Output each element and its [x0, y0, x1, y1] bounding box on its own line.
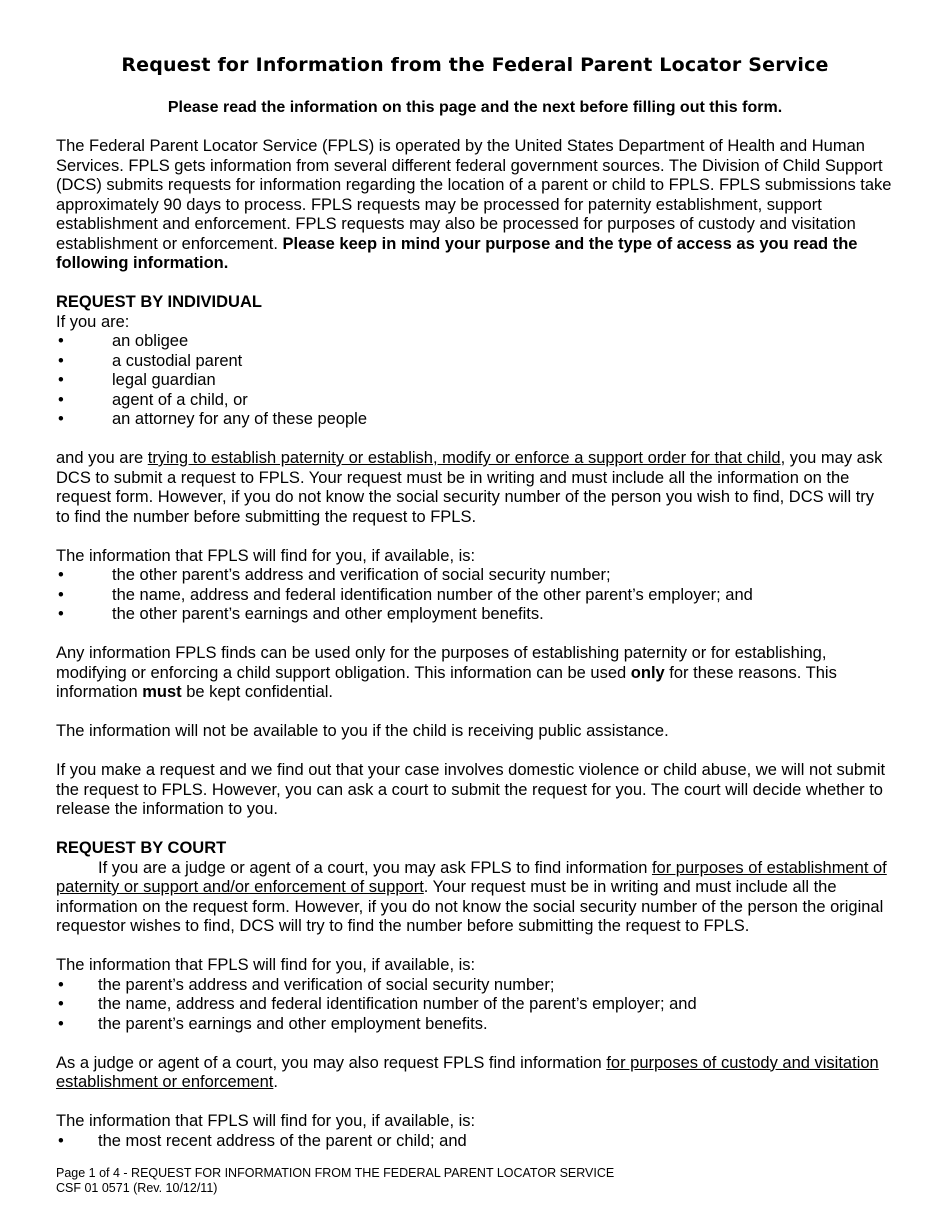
individual-info-lead: The information that FPLS will find for you, if available, is:	[56, 546, 476, 565]
public-assistance-paragraph: The information will not be available to you if the child is receiving public assistance.	[56, 722, 669, 740]
list-item: • the parent’s address and verification of social security number;	[56, 976, 892, 996]
list-item: • the name, address and federal identification number of the parent’s employer; and	[56, 995, 892, 1015]
individual-who-list	[56, 332, 892, 430]
list-item: • the most recent address of the parent or child; and	[56, 1132, 892, 1152]
court-heading: REQUEST BY COURT	[56, 839, 227, 857]
list-item: • legal guardian	[56, 371, 892, 391]
page-footer	[56, 1166, 614, 1196]
individual-purpose-paragraph: and you are trying to establish paternity or establish, modify or enforce a support order for that child, you may ask DCS to submit a request to FPLS. Your request must be in writing and must include all the information on the request form. However, if you do not know the social security number of the person you wish to find, DCS will try to find the number before submitting the request to FPLS.	[56, 449, 883, 526]
court-info-list	[56, 976, 892, 1035]
intro-paragraph: The Federal Parent Locator Service (FPLS) is operated by the United States Department of Health and Human Services. FPLS gets information from several different federal government sources. The Division of Child Support (DCS) submits requests for information regarding the location of a parent or child to FPLS. FPLS submissions take approximately 90 days to process. FPLS requests may be processed for paternity establishment, support establishment and enforcement. FPLS requests may also be processed for purposes of custody and visitation establishment or enforcement. Please keep in mind your purpose and the type of access as you read the following information.	[56, 137, 892, 272]
list-item: • the other parent’s address and verification of social security number;	[56, 566, 892, 586]
custody-paragraph: As a judge or agent of a court, you may also request FPLS find information for purposes of custody and visitation establishment or enforcement.	[56, 1053, 879, 1091]
footer-page-label: Page 1 of 4 - REQUEST FOR INFORMATION FROM THE FEDERAL PARENT LOCATOR SERVICE	[56, 1166, 615, 1180]
list-item: • an obligee	[56, 332, 892, 352]
court-info-list-2	[56, 1132, 892, 1152]
list-item: • the name, address and federal identification number of the other parent’s employer; and	[56, 586, 892, 606]
if-you-are-text: If you are:	[56, 312, 130, 331]
list-item: • the parent’s earnings and other employment benefits.	[56, 1015, 892, 1035]
court-paragraph: If you are a judge or agent of a court, you may ask FPLS to find information for purposes of establishment of paternity or support and/or enforcement of support. Your request must be in writing and must include all the information on the request form. However, if you do not know the social security number of the person the original requestor wishes to find, DCS will try to find the number before submitting the request to FPLS.	[56, 858, 887, 935]
document-body	[56, 137, 892, 1151]
court-info-lead: The information that FPLS will find for you, if available, is:	[56, 956, 476, 974]
domestic-violence-paragraph: If you make a request and we find out that your case involves domestic violence or child abuse, we will not submit the request to FPLS. However, you can ask a court to submit the request for you. The court will decide whether to release the information to you.	[56, 761, 886, 818]
individual-info-list	[56, 566, 892, 625]
list-item: • agent of a child, or	[56, 391, 892, 411]
page-title: Request for Information from the Federal Parent Locator Service	[121, 54, 829, 76]
individual-heading: REQUEST BY INDIVIDUAL	[56, 293, 262, 311]
list-item: • the other parent’s earnings and other employment benefits.	[56, 605, 892, 625]
court-info-lead-2: The information that FPLS will find for you, if available, is:	[56, 1112, 476, 1130]
usage-paragraph: Any information FPLS finds can be used only for the purposes of establishing paternity or for establishing, modifying or enforcing a child support obligation. This information can be used only for these reasons. This information must be kept confidential.	[56, 644, 837, 701]
list-item: • an attorney for any of these people	[56, 410, 892, 430]
list-item: • a custodial parent	[56, 352, 892, 372]
instruction-text: Please read the information on this page and the next before filling out this form.	[167, 99, 783, 116]
footer-form-number: CSF 01 0571 (Rev. 10/12/11)	[56, 1181, 218, 1195]
